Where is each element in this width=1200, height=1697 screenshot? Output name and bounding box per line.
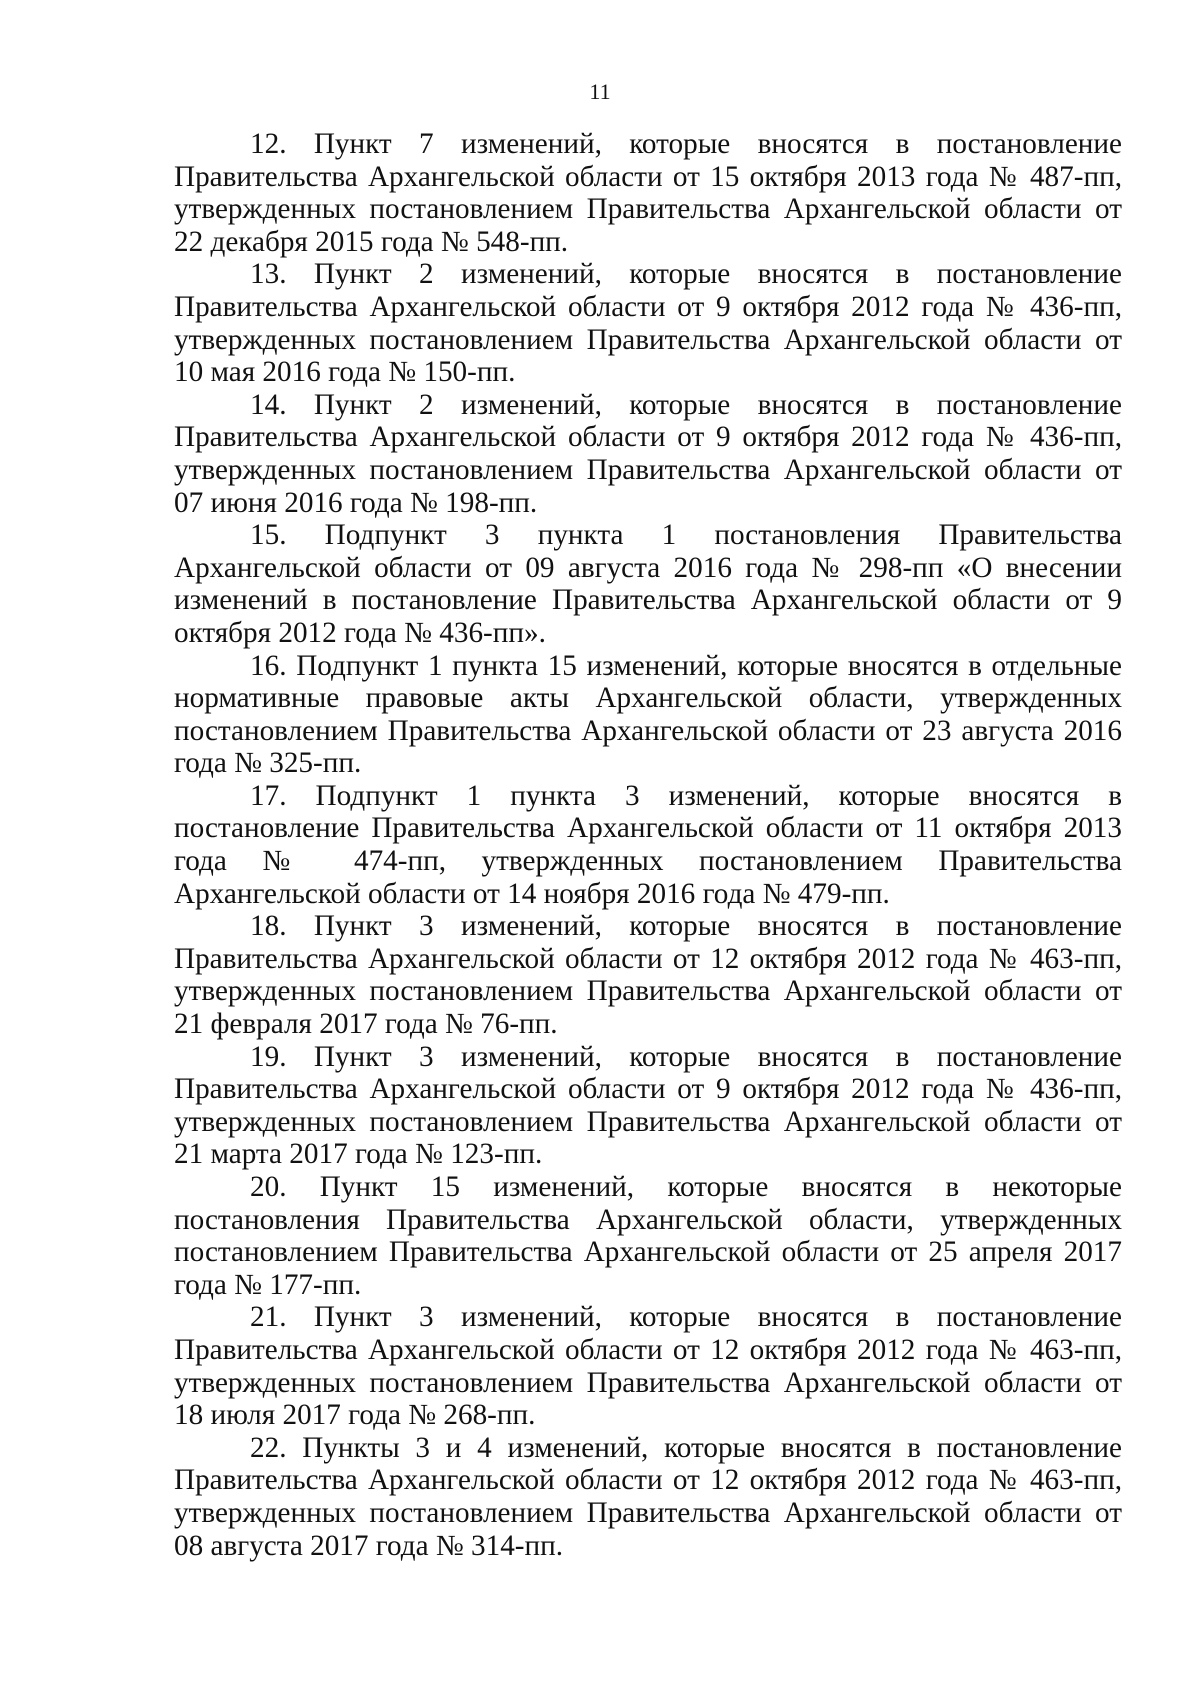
list-item [174,519,1122,649]
item-number: 22. [250,1431,287,1464]
item-number: 12. [250,128,287,160]
item-number: 15. [250,519,287,552]
item-number: 21. [250,1301,287,1334]
item-text: Пункт 3 изменений, которые вносятся в постановление Правительства Архангельской области от 9 октября 2012 года № 436-пп, утвержденных постановлением Правительства Архангельской области от 21 марта 2017 года № 123-пп. [174,1040,1122,1171]
list-item [174,128,1122,258]
item-text: Пункт 2 изменений, которые вносятся в постановление Правительства Архангельской области от 9 октября 2012 года № 436-пп, утвержденных постановлением Правительства Архангельской области от 10 мая 2016 года № 150-пп. [174,258,1122,389]
page-number: 11 [589,79,611,104]
item-text: Подпункт 1 пункта 3 изменений, которые вносятся в постановление Правительства Архангельской области от 11 октября 2013 года № 474-пп, утвержденных постановлением Правительства Архангельской области от 14 ноября 2016 года № 479-пп. [174,779,1123,910]
item-text: Пункт 2 изменений, которые вносятся в постановление Правительства Архангельской области от 9 октября 2012 года № 436-пп, утвержденных постановлением Правительства Архангельской области от 07 июня 2016 года № 198-пп. [174,388,1122,519]
item-number: 13. [250,258,287,291]
item-text: Пункт 3 изменений, которые вносятся в постановление Правительства Архангельской области от 12 октября 2012 года № 463-пп, утвержденных постановлением Правительства Архангельской области от 21 февраля 2017 года № 76-пп. [174,910,1122,1041]
list-item [174,1041,1122,1171]
item-number: 17. [250,779,287,812]
document-body [174,128,1122,1562]
item-number: 19. [250,1040,287,1073]
list-item [174,910,1122,1040]
item-text: Подпункт 1 пункта 15 изменений, которые вносятся в отдельные нормативные правовые акты Архангельской области, утвержденных постановлением Правительства Архангельской области от 23 августа 2016 года № 325-пп. [174,649,1122,780]
list-item [174,1432,1122,1562]
item-text: Пункт 15 изменений, которые вносятся в некоторые постановления Правительства Архангельской области, утвержденных постановлением Правительства Архангельской области от 25 апреля 2017 года № 177-пп. [174,1171,1123,1301]
item-number: 18. [250,910,287,943]
item-text: Пункт 3 изменений, которые вносятся в постановление Правительства Архангельской области от 12 октября 2012 года № 463-пп, утвержденных постановлением Правительства Архангельской области от 18 июля 2017 года № 268-пп. [174,1301,1122,1432]
item-number: 14. [250,388,287,421]
item-number: 16. [250,649,287,682]
item-text: Пункт 7 изменений, которые вносятся в постановление Правительства Архангельской области от 15 октября 2013 года № 487-пп, утвержденных постановлением Правительства Архангельской области от 22 декабря 2015 года № 548-пп. [174,128,1122,258]
item-text: Пункты 3 и 4 изменений, которые вносятся в постановление Правительства Архангельской области от 12 октября 2012 года № 463-пп, утвержденных постановлением Правительства Архангельской области от 08 августа 2017 года № 314-пп. [174,1431,1122,1562]
list-item [174,389,1122,519]
item-number: 20. [250,1171,287,1203]
list-item [174,1301,1122,1431]
list-item [174,780,1122,910]
list-item [174,258,1122,388]
list-item [174,1171,1122,1301]
list-item [174,650,1122,780]
item-text: Подпункт 3 пункта 1 постановления Правительства Архангельской области от 09 августа 2016 года № 298-пп «О внесении изменений в постановление Правительства Архангельской области от 9 октября 2012 года № 436-пп». [174,519,1122,649]
